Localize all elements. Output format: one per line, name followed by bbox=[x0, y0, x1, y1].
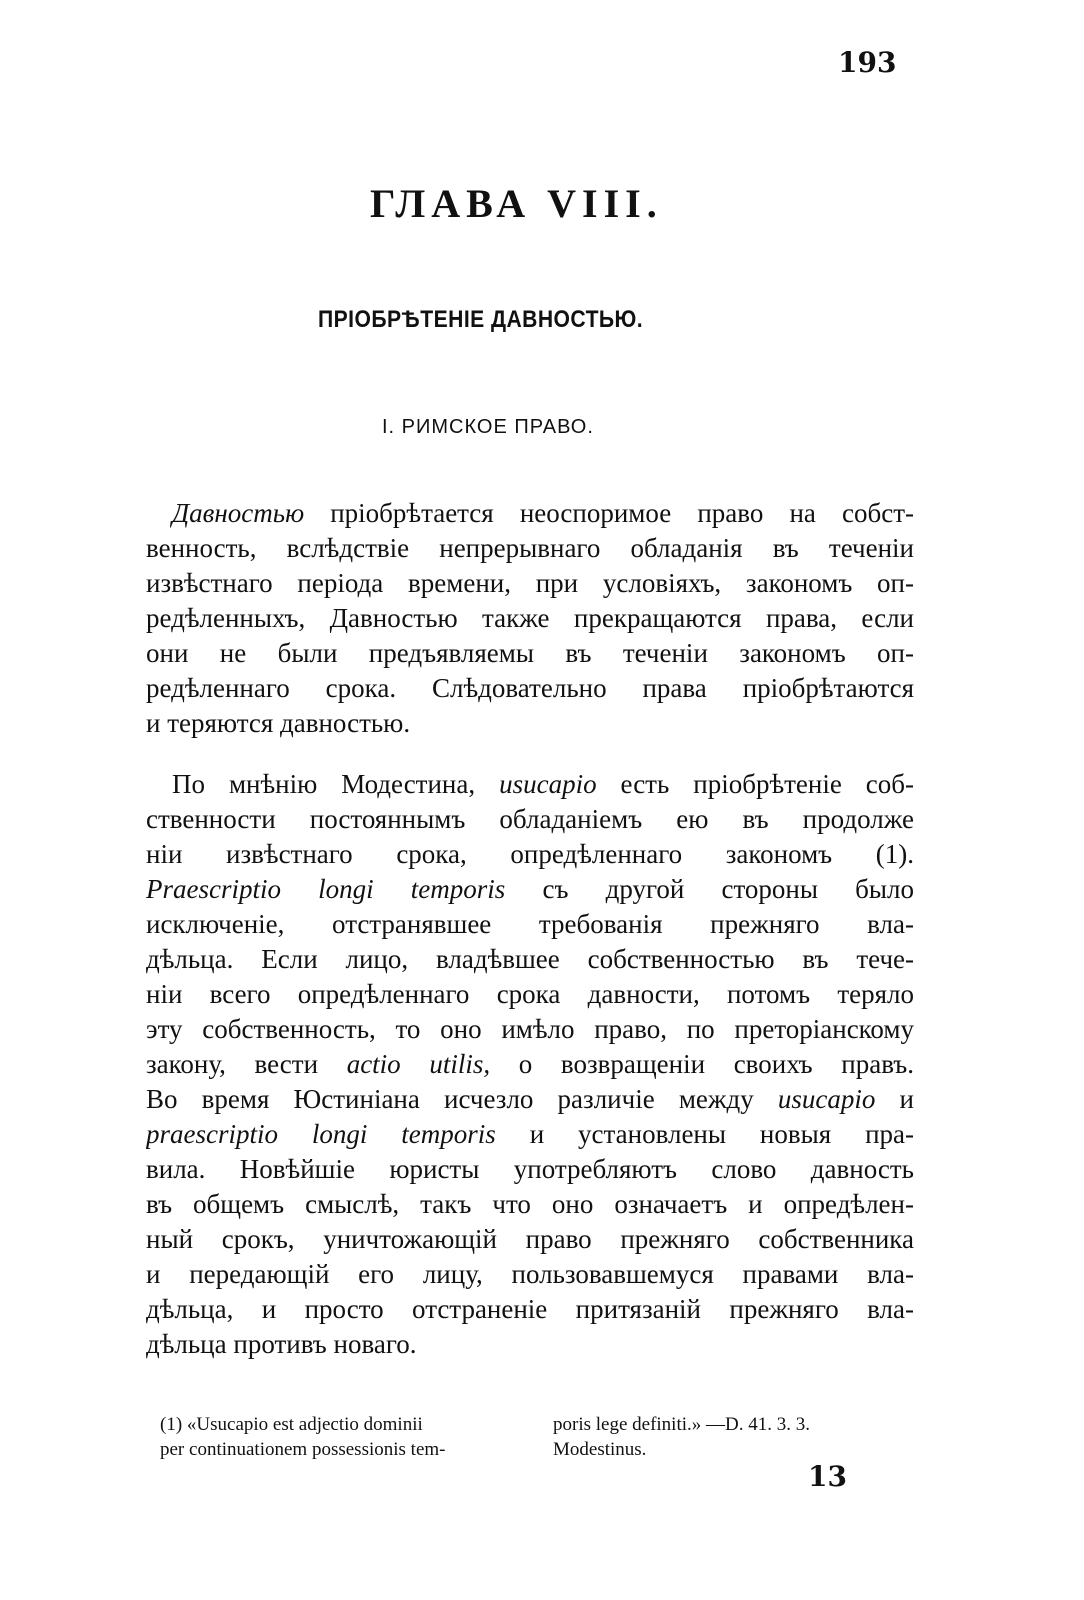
text-line: дѣльца, и просто отстраненіе притязаній прежняго вла- bbox=[146, 1294, 914, 1324]
signature-mark: 13 bbox=[808, 1460, 847, 1493]
paragraph-2 bbox=[146, 767, 914, 1362]
text-span: и установлены новыя пра- bbox=[495, 1119, 914, 1149]
text-line: и теряются давностью. bbox=[146, 708, 411, 738]
text-line: дѣльца противъ новаго. bbox=[146, 1329, 417, 1359]
text-line: редѣленныхъ, Давностью также прекращаются права, если bbox=[146, 603, 914, 633]
text-line: венность, вслѣдствіе непрерывнаго обладанія въ теченіи bbox=[146, 533, 914, 563]
section-title: ПРІОБРѢТЕНІЕ ДАВНОСТЬЮ. bbox=[318, 306, 644, 333]
subsection-title: I. РИМСКОЕ ПРАВО. bbox=[382, 416, 594, 438]
text-span: о возвращеніи своихъ правъ. bbox=[490, 1049, 914, 1079]
text-span: пріобрѣтается неоспоримое право на собст- bbox=[304, 498, 914, 528]
footnote-line: poris lege definiti.» —D. 41. 3. 3. bbox=[553, 1414, 810, 1435]
footnote-column-right bbox=[553, 1412, 933, 1462]
text-line: ніи всего опредѣленнаго срока давности, потомъ теряло bbox=[146, 979, 914, 1009]
footnote-line: (1) «Usucapio est adjectio dominii bbox=[160, 1414, 423, 1435]
text-line bbox=[146, 1117, 914, 1152]
text-line: они не были предъявляемы въ теченіи закономъ оп- bbox=[146, 638, 914, 668]
italic-term: usucapio bbox=[499, 769, 597, 799]
text-line: въ общемъ смыслѣ, такъ что оно означаетъ и опредѣлен- bbox=[146, 1189, 914, 1219]
text-line bbox=[146, 872, 914, 907]
text-line: ный срокъ, уничтожающій право прежняго собственника bbox=[146, 1224, 914, 1254]
text-line bbox=[146, 496, 914, 531]
footnote-column-left bbox=[160, 1412, 540, 1462]
text-span: Во время Юстиніана исчезло различіе между bbox=[146, 1084, 778, 1114]
text-line: ніи извѣстнаго срока, опредѣленнаго закономъ (1). bbox=[146, 839, 914, 869]
italic-term: Praescriptio longi temporis bbox=[146, 874, 506, 904]
text-line bbox=[146, 1082, 914, 1117]
text-span: и bbox=[875, 1084, 914, 1114]
text-line bbox=[146, 1047, 914, 1082]
chapter-title: ГЛАВА VIII. bbox=[370, 181, 663, 226]
text-line bbox=[146, 767, 914, 802]
text-span: есть пріобрѣтеніе соб- bbox=[596, 769, 914, 799]
footnote-line: Modestinus. bbox=[553, 1439, 647, 1460]
text-line: эту собственность, то оно имѣло право, по преторіанскому bbox=[146, 1014, 914, 1044]
text-line: исключеніе, отстранявшее требованія прежняго вла- bbox=[146, 909, 914, 939]
italic-term: actio utilis, bbox=[346, 1049, 491, 1079]
italic-term: praescriptio longi temporis bbox=[146, 1119, 496, 1149]
text-line: и передающій его лицу, пользовавшемуся правами вла- bbox=[146, 1259, 914, 1289]
text-span: По мнѣнію Модестина, bbox=[172, 769, 500, 799]
page-number: 193 bbox=[838, 46, 897, 79]
text-line: вила. Новѣйшіе юристы употребляютъ слово давность bbox=[146, 1154, 914, 1184]
text-span: закону, вести bbox=[146, 1049, 347, 1079]
text-line: редѣленнаго срока. Слѣдовательно права пріобрѣтаются bbox=[146, 673, 914, 703]
italic-term: usucapio bbox=[777, 1084, 876, 1114]
text-line: извѣстнаго періода времени, при условіяхъ, закономъ оп- bbox=[146, 568, 914, 598]
text-line: ственности постояннымъ обладаніемъ ею въ продолже bbox=[146, 804, 914, 834]
text-span: съ другой стороны было bbox=[505, 874, 914, 904]
footnote-line: per continuationem possessionis tem- bbox=[160, 1439, 446, 1460]
italic-term: Давностью bbox=[172, 498, 305, 528]
text-line: дѣльца. Если лицо, владѣвшее собственностью въ тече- bbox=[146, 944, 914, 974]
paragraph-1 bbox=[146, 496, 914, 741]
